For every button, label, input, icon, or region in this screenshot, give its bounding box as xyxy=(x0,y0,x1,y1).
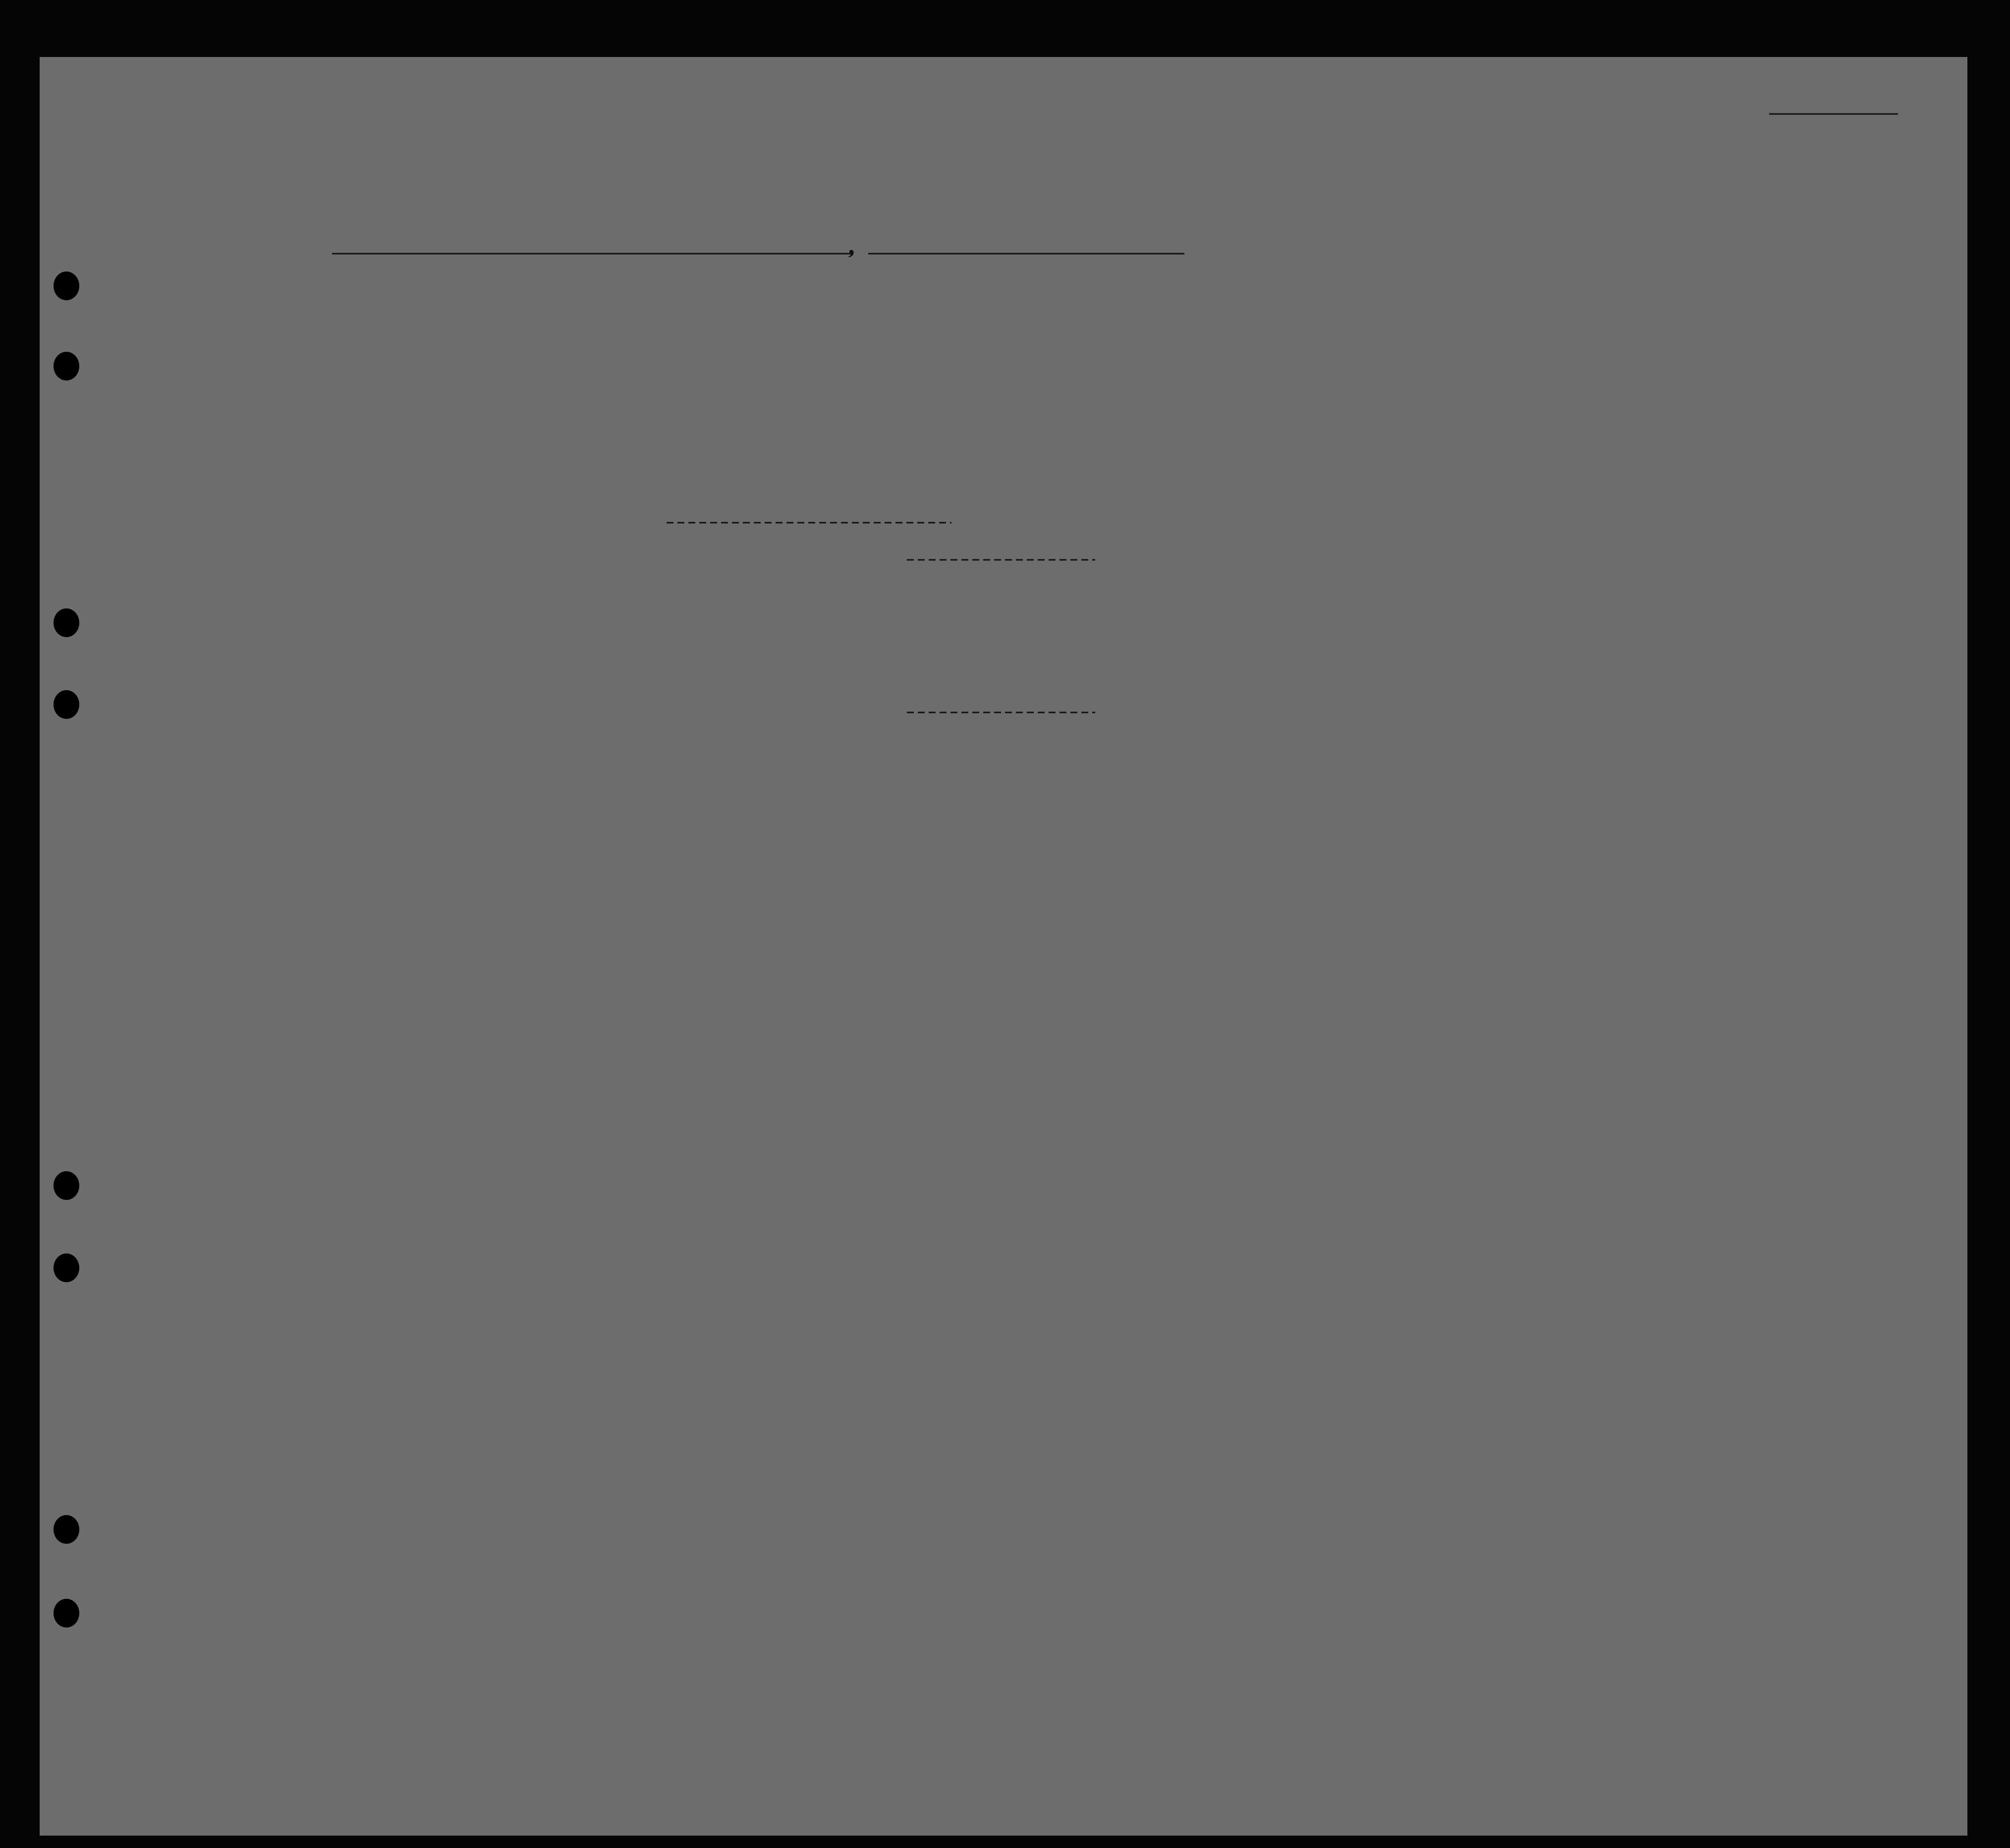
binder-hole-7 xyxy=(54,1515,79,1544)
binder-hole-6 xyxy=(54,1253,79,1282)
binder-hole-1 xyxy=(54,272,79,300)
manifest-sheet xyxy=(40,57,1967,1836)
binder-hole-4 xyxy=(54,690,79,719)
date-separator: , xyxy=(848,231,855,259)
binder-hole-2 xyxy=(54,352,79,380)
manifest-form xyxy=(40,57,1967,1836)
binder-hole-3 xyxy=(54,608,79,637)
binder-hole-5 xyxy=(54,1171,79,1200)
binder-hole-8 xyxy=(54,1599,79,1628)
